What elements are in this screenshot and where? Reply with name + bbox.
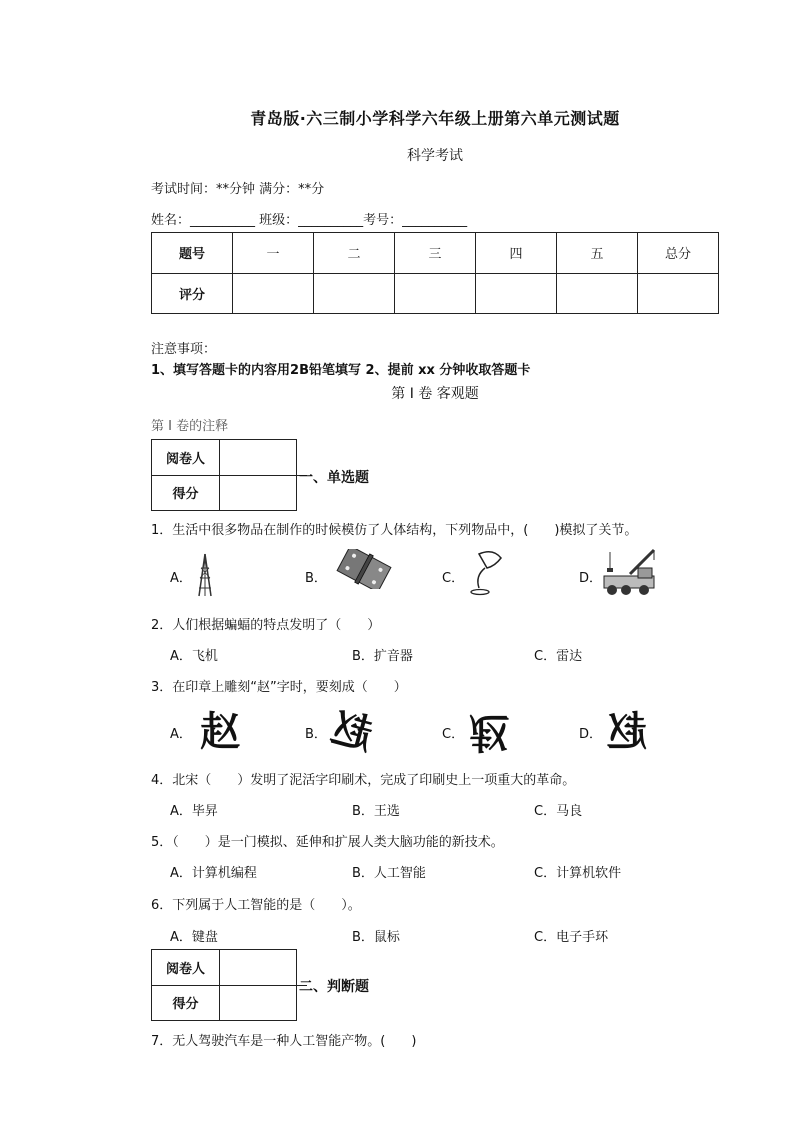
score-table-cell[interactable] <box>314 273 395 314</box>
document-title: 青岛版·六三制小学科学六年级上册第六单元测试题 <box>250 109 620 128</box>
q6-option-a[interactable]: A．键盘 <box>170 930 218 945</box>
score-table-cell: 评分 <box>152 273 233 314</box>
question-5: 5．（ ）是一门模拟、延伸和扩展人类大脑功能的新技术。 <box>151 835 504 850</box>
question-6: 6．下列属于人工智能的是（ ）。 <box>151 898 361 913</box>
grader-box <box>151 439 297 511</box>
score-table-cell: 四 <box>476 233 557 274</box>
q5-option-b[interactable]: B．人工智能 <box>352 866 426 881</box>
score-table-cell[interactable] <box>638 273 719 314</box>
score-table-cell: 题号 <box>152 233 233 274</box>
seal-character-normal: 赵 <box>200 708 240 755</box>
grader-score-label: 得分 <box>152 475 220 511</box>
notes-text: 1、填写答题卡的内容用2B铅笔填写 2、提前 xx 分钟收取答题卡 <box>151 363 531 378</box>
student-info: 姓名：__________ 班级：__________考号：__________ <box>151 213 468 228</box>
score-table-cell: 五 <box>557 233 638 274</box>
grader-score-field[interactable] <box>220 985 297 1021</box>
q3-option-a[interactable]: A． <box>170 727 192 742</box>
score-table-cell[interactable] <box>557 273 638 314</box>
q1-option-c[interactable]: C． <box>442 571 465 586</box>
seal-character-flipped-vertical: 赵 <box>469 709 509 756</box>
q5-option-c[interactable]: C．计算机软件 <box>534 866 622 881</box>
seal-character-mirrored: 赵 <box>607 708 647 755</box>
hinge-image <box>333 549 395 589</box>
grader-reviewer-label: 阅卷人 <box>152 440 220 476</box>
q1-option-d[interactable]: D． <box>579 571 603 586</box>
score-table-header-row <box>152 233 719 274</box>
crane-truck-image <box>600 546 662 598</box>
desk-lamp-image <box>465 548 511 598</box>
part2-title: 二、判断题 <box>299 979 369 995</box>
volume-note: 第 I 卷的注释 <box>151 419 229 434</box>
exam-info: 考试时间：**分钟 满分：**分 <box>151 182 325 197</box>
q2-option-a[interactable]: A．飞机 <box>170 649 218 664</box>
score-table-cell: 二 <box>314 233 395 274</box>
grader-box <box>151 949 297 1021</box>
score-table-cell[interactable] <box>233 273 314 314</box>
q4-option-c[interactable]: C．马良 <box>534 804 583 819</box>
grader-reviewer-field[interactable] <box>220 440 297 476</box>
q6-option-b[interactable]: B．鼠标 <box>352 930 400 945</box>
question-4: 4．北宋（ ）发明了泥活字印刷术，完成了印刷史上一项重大的革命。 <box>151 773 576 788</box>
q3-option-b[interactable]: B． <box>305 727 327 742</box>
question-2: 2．人们根据蝙蝠的特点发明了（ ） <box>151 618 381 633</box>
score-table-cell: 三 <box>395 233 476 274</box>
q1-option-a[interactable]: A． <box>170 571 192 586</box>
grader-score-field[interactable] <box>220 475 297 511</box>
q3-option-d[interactable]: D． <box>579 727 603 742</box>
score-table-score-row <box>152 273 719 314</box>
score-table-cell[interactable] <box>395 273 476 314</box>
q1-option-b[interactable]: B． <box>305 571 327 586</box>
grader-reviewer-field[interactable] <box>220 950 297 986</box>
notes-heading: 注意事项： <box>151 342 217 357</box>
score-table <box>151 232 719 314</box>
document-subtitle: 科学考试 <box>407 148 463 164</box>
score-table-cell[interactable] <box>476 273 557 314</box>
q6-option-c[interactable]: C．电子手环 <box>534 930 609 945</box>
volume-title: 第 I 卷 客观题 <box>391 386 479 402</box>
grader-reviewer-label: 阅卷人 <box>152 950 220 986</box>
tower-image <box>196 552 214 598</box>
part1-title: 一、单选题 <box>299 470 369 486</box>
grader-score-label: 得分 <box>152 985 220 1021</box>
question-1: 1．生活中很多物品在制作的时候模仿了人体结构，下列物品中，( )模拟了关节。 <box>151 523 638 538</box>
q4-option-a[interactable]: A．毕昇 <box>170 804 218 819</box>
q2-option-c[interactable]: C．雷达 <box>534 649 583 664</box>
question-3: 3．在印章上雕刻“赵”字时，要刻成（ ） <box>151 680 407 695</box>
score-table-cell: 总分 <box>638 233 719 274</box>
seal-character-tilted: 赵 <box>326 703 378 760</box>
q3-option-c[interactable]: C． <box>442 727 465 742</box>
question-7: 7．无人驾驶汽车是一种人工智能产物。( ) <box>151 1034 417 1049</box>
q4-option-b[interactable]: B．王选 <box>352 804 400 819</box>
q2-option-b[interactable]: B．扩音器 <box>352 649 413 664</box>
score-table-cell: 一 <box>233 233 314 274</box>
q5-option-a[interactable]: A．计算机编程 <box>170 866 257 881</box>
